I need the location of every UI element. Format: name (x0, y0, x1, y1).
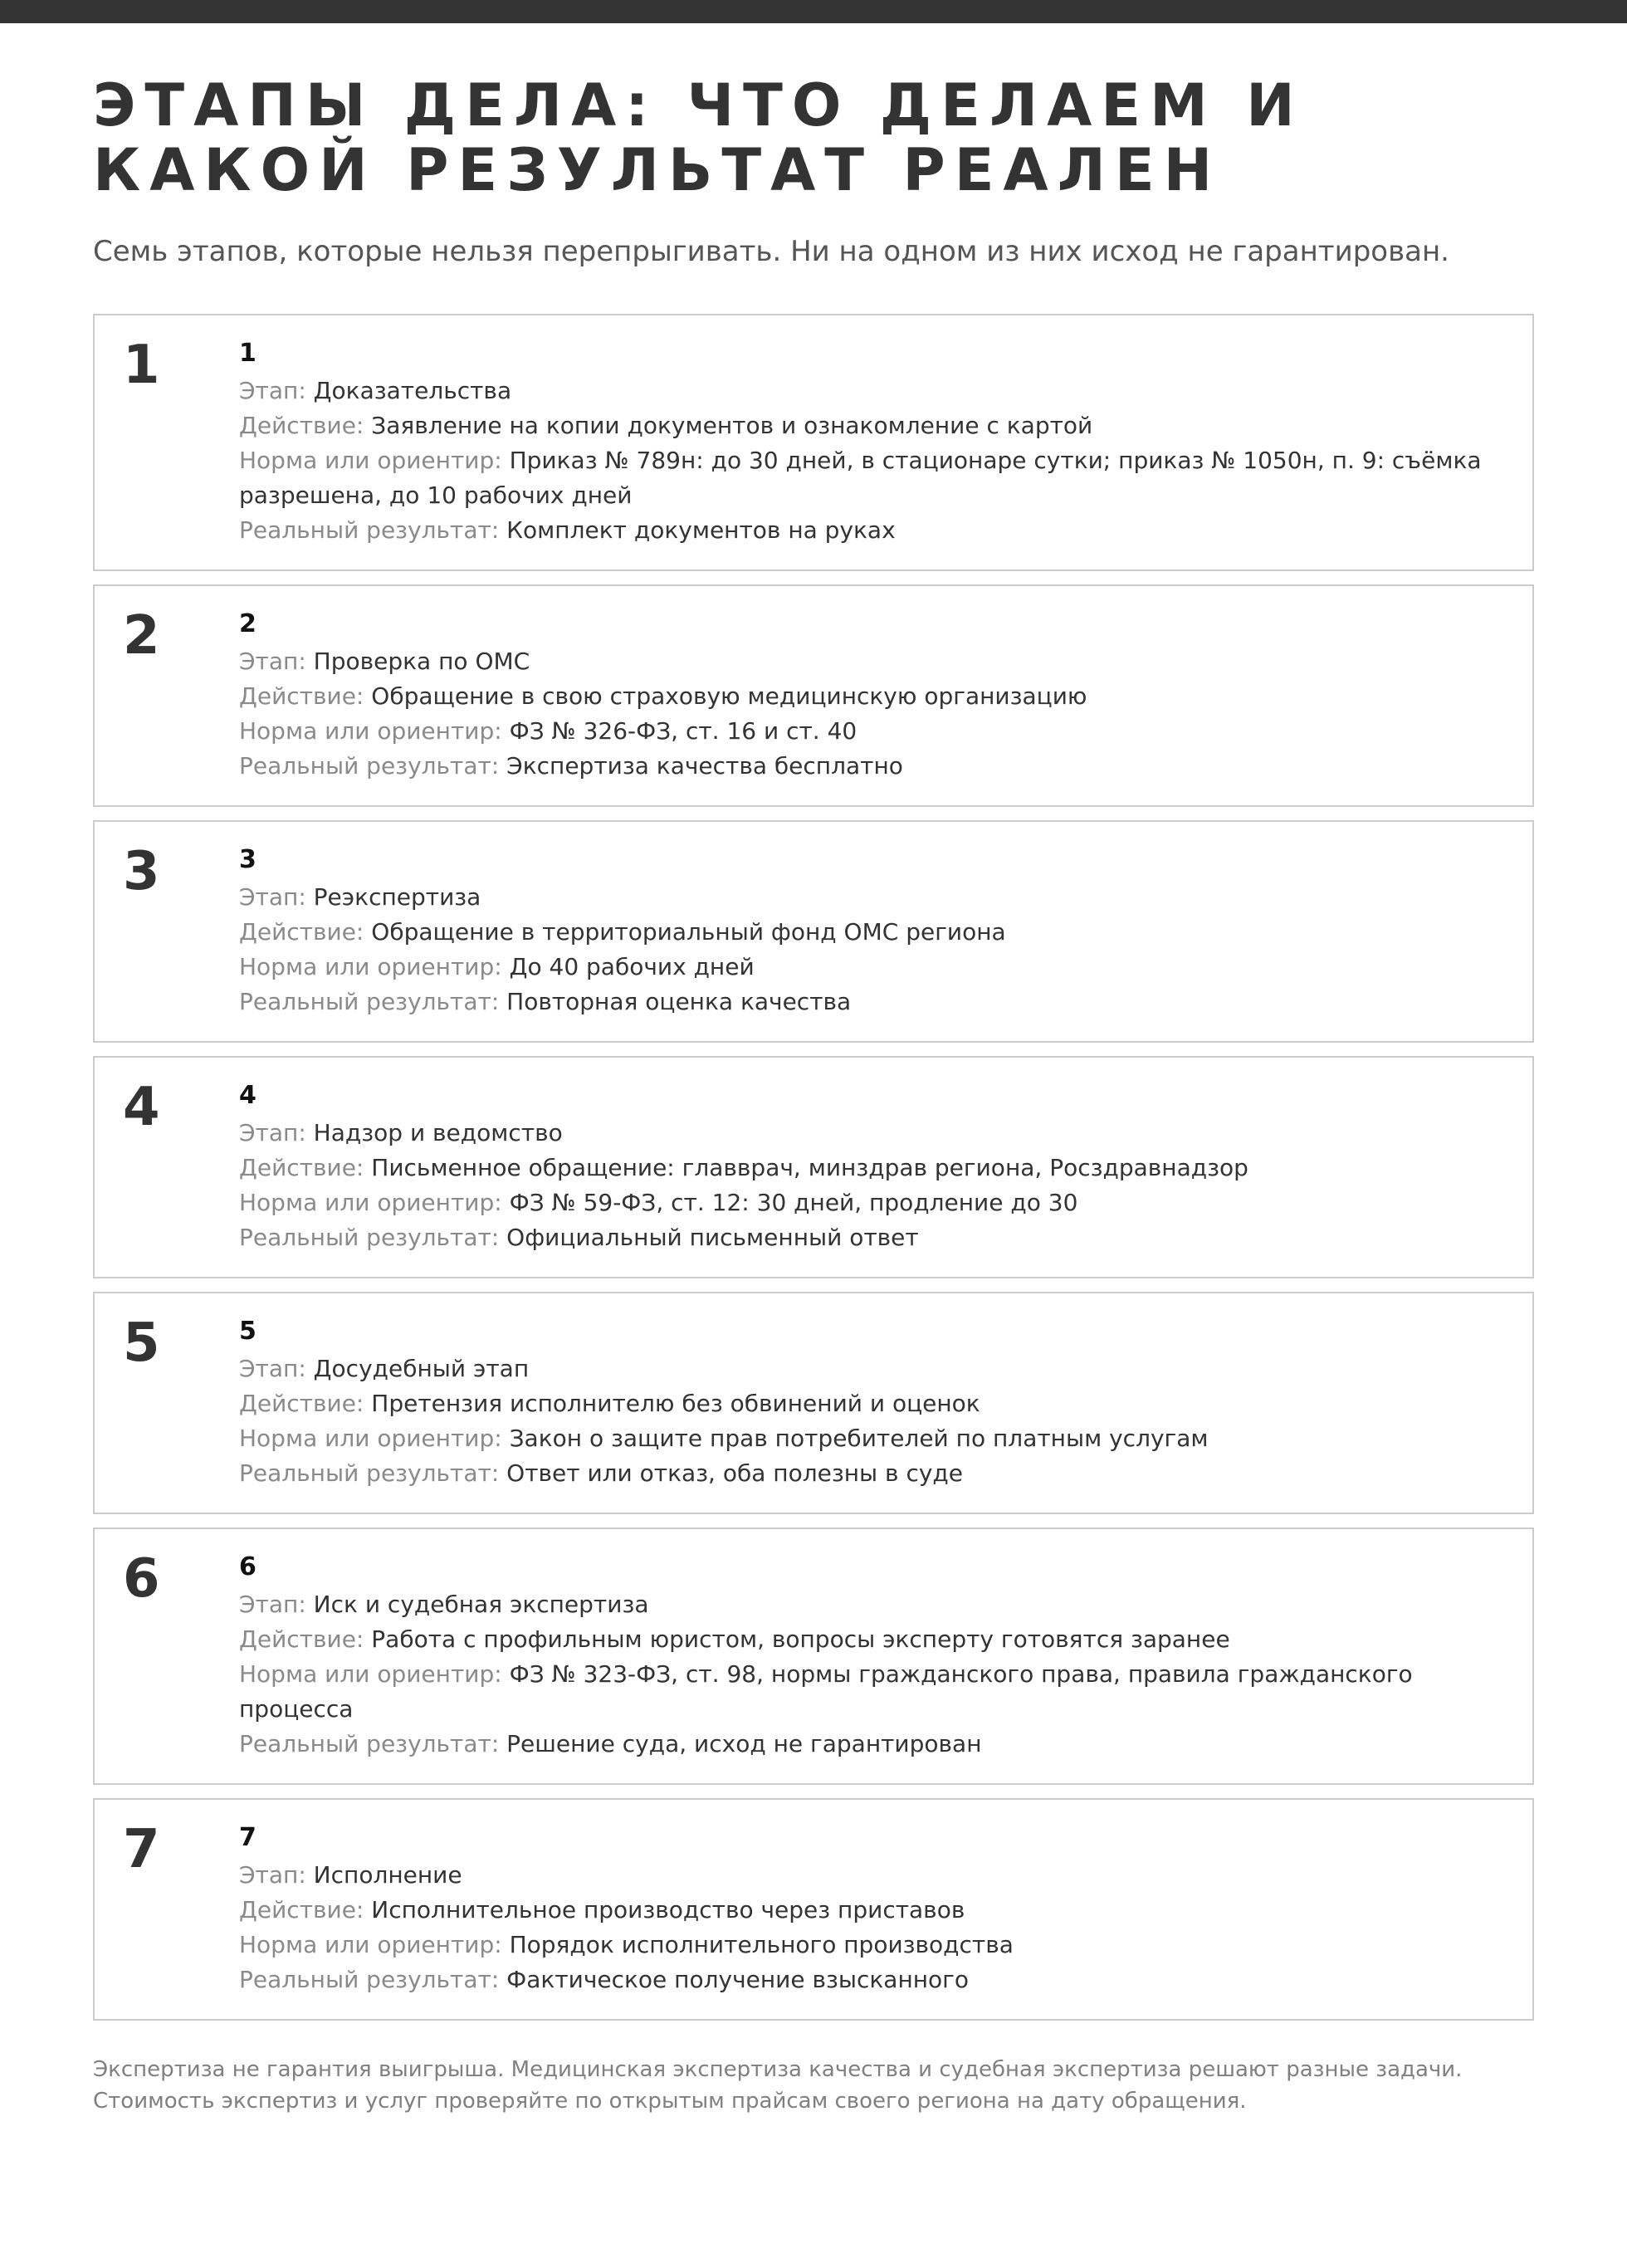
stage-row (239, 1352, 1486, 1386)
stage-small-number: 1 (239, 339, 257, 368)
stage-label: Этап: (239, 1355, 306, 1382)
result-label: Реальный результат: (239, 1730, 500, 1757)
stage-card-2 (93, 584, 1534, 807)
stage-card-7 (93, 1798, 1534, 2021)
stage-card-5 (93, 1292, 1534, 1514)
result-label: Реальный результат: (239, 1459, 500, 1487)
result-value: Комплект документов на руках (506, 516, 896, 544)
stage-card-4 (93, 1056, 1534, 1278)
result-row (239, 1727, 1486, 1762)
action-value: Работа с профильным юристом, вопросы эксперту готовятся заранее (371, 1625, 1230, 1653)
stage-big-number: 5 (123, 1312, 160, 1374)
stage-label: Этап: (239, 1861, 306, 1889)
action-row (239, 1622, 1486, 1657)
page-subtitle: Семь этапов, которые нельзя перепрыгивать. Ни на одном из них исход не гарантирован. (93, 235, 1449, 268)
stage-value: Исполнение (313, 1861, 462, 1889)
result-row (239, 1220, 1486, 1255)
norm-value: Порядок исполнительного производства (509, 1931, 1014, 1958)
norm-label: Норма или ориентир: (239, 1931, 502, 1958)
action-label: Действие: (239, 682, 364, 710)
result-label: Реальный результат: (239, 1224, 500, 1251)
norm-row (239, 1928, 1486, 1963)
norm-label: Норма или ориентир: (239, 953, 502, 980)
action-value: Обращение в свою страховую медицинскую организацию (371, 682, 1087, 710)
stage-value: Реэкспертиза (313, 883, 481, 911)
action-label: Действие: (239, 918, 364, 946)
action-label: Действие: (239, 1390, 364, 1417)
action-label: Действие: (239, 1896, 364, 1923)
stage-small-number: 7 (239, 1823, 257, 1852)
stage-card-1 (93, 314, 1534, 571)
result-label: Реальный результат: (239, 752, 500, 780)
stage-small-number: 5 (239, 1317, 257, 1346)
result-row (239, 985, 1486, 1019)
norm-label: Норма или ориентир: (239, 1660, 502, 1688)
norm-value: ФЗ № 326-ФЗ, ст. 16 и ст. 40 (509, 717, 857, 745)
stage-label: Этап: (239, 883, 306, 911)
stage-small-number: 6 (239, 1552, 257, 1581)
footer-note (93, 2054, 1534, 2117)
result-row (239, 513, 1486, 548)
stage-value: Досудебный этап (313, 1355, 530, 1382)
action-value: Претензия исполнителю без обвинений и оценок (371, 1390, 980, 1417)
stage-row (239, 880, 1486, 915)
action-row (239, 1893, 1486, 1928)
result-value: Фактическое получение взысканного (506, 1966, 970, 1993)
stage-label: Этап: (239, 377, 306, 404)
stage-big-number: 6 (123, 1548, 160, 1610)
action-value: Письменное обращение: главврач, минздрав региона, Росздравнадзор (371, 1154, 1248, 1181)
action-value: Обращение в территориальный фонд ОМС региона (371, 918, 1006, 946)
stage-big-number: 1 (123, 335, 160, 396)
norm-label: Норма или ориентир: (239, 447, 502, 474)
stage-card-3 (93, 820, 1534, 1043)
result-value: Экспертиза качества бесплатно (506, 752, 903, 780)
result-value: Ответ или отказ, оба полезны в суде (506, 1459, 964, 1487)
norm-label: Норма или ориентир: (239, 1189, 502, 1216)
stage-card-6 (93, 1527, 1534, 1785)
footer-line-1: Экспертиза не гарантия выигрыша. Медицинская экспертиза качества и судебная экспертиза решают разные задачи. (93, 2057, 1463, 2082)
stage-row (239, 374, 1486, 408)
action-row (239, 1386, 1486, 1421)
stage-small-number: 2 (239, 609, 257, 638)
stages-list (93, 314, 1534, 2021)
result-value: Официальный письменный ответ (506, 1224, 919, 1251)
footer-line-2: Стоимость экспертиз и услуг проверяйте по открытым прайсам своего региона на дату обращения. (93, 2089, 1247, 2114)
stage-value: Надзор и ведомство (313, 1119, 563, 1146)
norm-label: Норма или ориентир: (239, 717, 502, 745)
result-row (239, 1963, 1486, 1997)
result-value: Повторная оценка качества (506, 988, 852, 1015)
action-row (239, 1151, 1486, 1185)
result-label: Реальный результат: (239, 516, 500, 544)
action-label: Действие: (239, 412, 364, 439)
stage-row (239, 644, 1486, 679)
norm-value: Закон о защите прав потребителей по платным услугам (509, 1425, 1209, 1452)
stage-row (239, 1116, 1486, 1151)
stage-label: Этап: (239, 1591, 306, 1618)
norm-row (239, 1657, 1486, 1727)
stage-big-number: 4 (123, 1077, 160, 1138)
stage-label: Этап: (239, 1119, 306, 1146)
norm-label: Норма или ориентир: (239, 1425, 502, 1452)
stage-big-number: 2 (123, 605, 160, 667)
norm-value: ФЗ № 323-ФЗ, ст. 98, нормы гражданского права, правила гражданского процесса (239, 1660, 1413, 1723)
stage-big-number: 3 (123, 841, 160, 902)
result-label: Реальный результат: (239, 1966, 500, 1993)
stage-row (239, 1858, 1486, 1893)
stage-big-number: 7 (123, 1819, 160, 1880)
stage-row (239, 1587, 1486, 1622)
stage-small-number: 3 (239, 845, 257, 874)
result-value: Решение суда, исход не гарантирован (506, 1730, 982, 1757)
norm-row (239, 714, 1486, 749)
norm-value: ФЗ № 59-ФЗ, ст. 12: 30 дней, продление до 30 (509, 1189, 1078, 1216)
action-row (239, 408, 1486, 443)
action-row (239, 915, 1486, 950)
result-label: Реальный результат: (239, 988, 500, 1015)
page-title: ЭТАПЫ ДЕЛА: ЧТО ДЕЛАЕМ И КАКОЙ РЕЗУЛЬТАТ РЕАЛЕН (93, 71, 1304, 204)
action-label: Действие: (239, 1154, 364, 1181)
action-label: Действие: (239, 1625, 364, 1653)
norm-row (239, 1421, 1486, 1456)
norm-value: До 40 рабочих дней (509, 953, 755, 980)
norm-row (239, 950, 1486, 985)
stage-label: Этап: (239, 648, 306, 675)
action-row (239, 679, 1486, 714)
stage-value: Доказательства (313, 377, 512, 404)
norm-row (239, 1185, 1486, 1220)
norm-value: Приказ № 789н: до 30 дней, в стационаре сутки; приказ № 1050н, п. 9: съёмка разрешена, до 10 рабочих дней (239, 447, 1482, 509)
stage-value: Проверка по ОМС (313, 648, 530, 675)
document-page (93, 73, 1534, 2117)
top-bar (0, 0, 1627, 23)
norm-row (239, 443, 1486, 513)
stage-value: Иск и судебная экспертиза (313, 1591, 649, 1618)
action-value: Заявление на копии документов и ознакомление с картой (371, 412, 1093, 439)
result-row (239, 1456, 1486, 1491)
stage-small-number: 4 (239, 1081, 257, 1110)
action-value: Исполнительное производство через приставов (371, 1896, 965, 1923)
result-row (239, 749, 1486, 784)
